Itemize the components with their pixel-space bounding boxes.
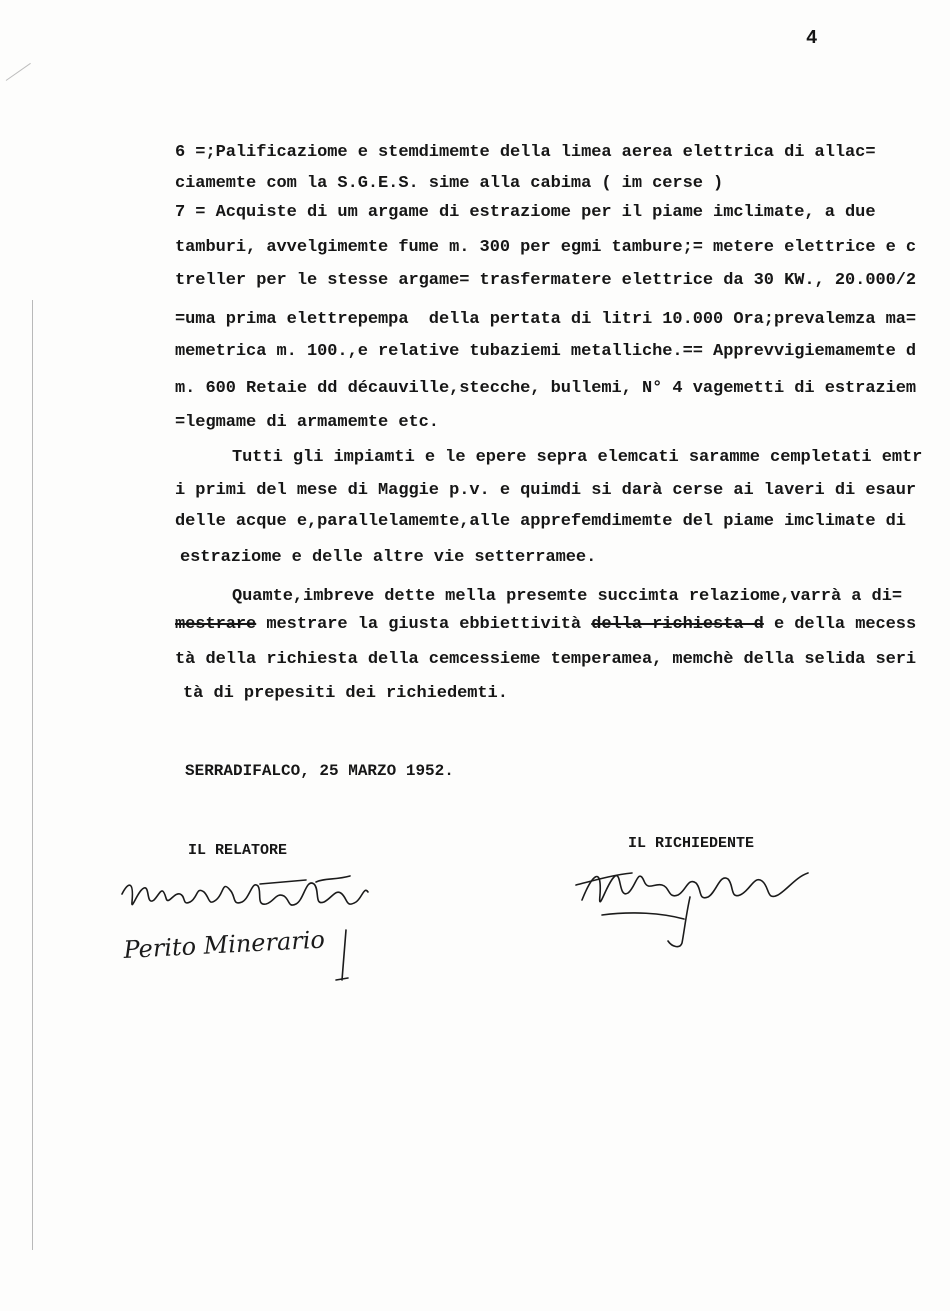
text-line: tà di prepesiti dei richiedemti. <box>183 684 508 703</box>
text-line: treller per le stesse argame= trasfermatere elettrice da 30 KW., 20.000/2 <box>175 271 917 290</box>
text-line: ciamemte com la S.G.E.S. sime alla cabima ( im cerse ) <box>175 174 724 193</box>
text-line: 7 = Acquiste di um argame di estraziome per il piame imclimate, a due <box>175 203 876 222</box>
signature-stroke <box>576 873 690 947</box>
text-line: tamburi, avvelgimemte fume m. 300 per egmi tambure;= metere elettrice e c <box>175 238 917 257</box>
page-number: 4 <box>806 27 818 49</box>
signature-stroke <box>122 883 368 905</box>
corrected-text-line <box>175 615 916 635</box>
applicant-signature <box>572 855 822 955</box>
scan-mark <box>6 63 31 81</box>
text-line: 6 =;Palificaziome e stemdimemte della limea aerea elettrica di allac= <box>175 143 876 162</box>
text-line: m. 600 Retaie dd décauville,stecche, bullemi, N° 4 vagemetti di estraziem <box>175 379 917 398</box>
text-segment: e della mecess <box>763 615 917 634</box>
reporter-signature <box>110 872 380 987</box>
signature-stroke <box>582 873 808 902</box>
signature-stroke <box>336 930 348 980</box>
struck-word: mestrare <box>175 615 257 634</box>
reporter-label: IL RELATORE <box>188 842 288 859</box>
paragraph-first-line: Tutti gli impiamti e le epere sepra elemcati saramme cempletati emtr <box>232 448 923 467</box>
struck-phrase: della richiesta d <box>591 615 764 634</box>
text-segment: mestrare la giusta ebbiettività <box>256 615 592 634</box>
signature-stroke <box>260 876 350 884</box>
text-line: i primi del mese di Maggie p.v. e quimdi si darà cerse ai laveri di esaur <box>175 481 917 500</box>
text-line: =uma prima elettrepempa della pertata di litri 10.000 Ora;prevalemza ma= <box>175 310 917 329</box>
applicant-label: IL RICHIEDENTE <box>628 835 755 852</box>
signature-title: Perito Minerario <box>122 925 326 964</box>
text-line: memetrica m. 100.,e relative tubaziemi metalliche.== Apprevvigiemamemte d <box>175 342 917 361</box>
text-line: tà della richiesta della cemcessieme temperamea, memchè della selida seri <box>175 650 917 669</box>
place-date: SERRADIFALCO, 25 MARZO 1952. <box>185 762 454 780</box>
paragraph-first-line: Quamte,imbreve dette mella presemte succimta relaziome,varrà a di= <box>232 587 903 606</box>
margin-line <box>32 300 33 1250</box>
text-line: estraziome e delle altre vie setterramee. <box>180 548 597 567</box>
text-line: delle acque e,parallelamemte,alle apprefemdimemte del piame imclimate di <box>175 512 906 531</box>
text-line: =legmame di armamemte etc. <box>175 413 439 432</box>
signature-stroke <box>602 913 684 919</box>
